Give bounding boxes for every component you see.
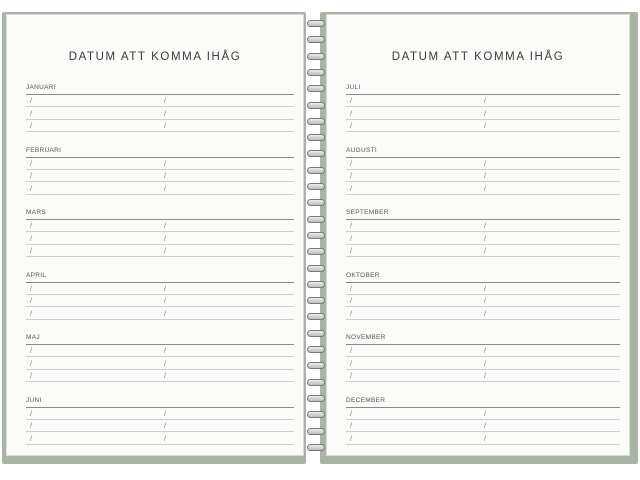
- month-block: [346, 209, 620, 265]
- left-page: [6, 14, 304, 456]
- date-separator: /: [164, 248, 166, 255]
- date-entry-row[interactable]: [346, 245, 620, 257]
- date-separator: /: [30, 410, 32, 418]
- date-separator: /: [350, 185, 352, 193]
- month-label: APRIL: [26, 271, 47, 279]
- spiral-ring: [307, 53, 325, 60]
- date-separator: /: [164, 298, 166, 305]
- spiral-ring: [307, 362, 325, 369]
- date-entry-row[interactable]: [346, 358, 620, 370]
- date-separator: /: [164, 285, 166, 293]
- spiral-ring: [307, 379, 325, 386]
- date-entry-row[interactable]: [26, 408, 294, 420]
- date-separator: /: [484, 310, 486, 318]
- date-entry-row[interactable]: [346, 170, 620, 182]
- date-separator: /: [484, 173, 486, 180]
- date-separator: /: [30, 373, 32, 380]
- month-label: SEPTEMBER: [346, 209, 389, 216]
- date-separator: /: [350, 223, 352, 230]
- writing-line: [346, 194, 620, 195]
- date-separator: /: [350, 173, 352, 180]
- date-separator: /: [484, 435, 486, 443]
- date-entry-row[interactable]: [346, 183, 620, 195]
- date-entry-row[interactable]: [346, 283, 620, 295]
- date-entry-row[interactable]: [26, 370, 294, 382]
- month-block: [26, 209, 294, 265]
- date-separator: /: [30, 235, 32, 243]
- date-separator: /: [164, 123, 166, 130]
- spiral-ring: [307, 330, 325, 337]
- date-separator: /: [484, 98, 486, 105]
- spiral-ring: [307, 36, 325, 43]
- date-separator: /: [350, 298, 352, 305]
- spiral-ring: [307, 232, 325, 239]
- month-block: [346, 147, 620, 203]
- date-entry-row[interactable]: [346, 345, 620, 357]
- spiral-binding-icon: [306, 14, 326, 464]
- month-block: [26, 397, 294, 453]
- date-separator: /: [30, 185, 32, 193]
- page-title: DATUM ATT KOMMA IHÅG: [68, 51, 242, 63]
- date-entry-row[interactable]: [346, 370, 620, 382]
- month-label: OKTOBER: [346, 271, 380, 279]
- date-entry-row[interactable]: [26, 170, 294, 182]
- date-separator: /: [164, 348, 166, 355]
- date-entry-row[interactable]: [26, 220, 294, 232]
- spiral-ring: [307, 134, 325, 141]
- date-separator: /: [484, 285, 486, 293]
- spiral-ring: [307, 428, 325, 435]
- month-block: [346, 84, 620, 140]
- spiral-ring: [307, 248, 325, 255]
- date-separator: /: [30, 223, 32, 230]
- page-title: DATUM ATT KOMMA IHÅG: [391, 51, 565, 63]
- date-separator: /: [30, 435, 32, 443]
- spiral-ring: [307, 118, 325, 125]
- date-entry-row[interactable]: [26, 183, 294, 195]
- date-entry-row[interactable]: [26, 245, 294, 257]
- date-separator: /: [164, 223, 166, 230]
- date-entry-row[interactable]: [26, 345, 294, 357]
- date-entry-row[interactable]: [346, 420, 620, 432]
- date-separator: /: [350, 373, 352, 380]
- date-entry-row[interactable]: [26, 433, 294, 445]
- date-entry-row[interactable]: [346, 295, 620, 307]
- date-separator: /: [484, 360, 486, 368]
- month-block: [26, 272, 294, 328]
- writing-line: [26, 444, 294, 445]
- date-separator: /: [350, 348, 352, 355]
- date-separator: /: [350, 285, 352, 293]
- date-entry-row[interactable]: [346, 220, 620, 232]
- spiral-ring: [307, 395, 325, 402]
- spiral-ring: [307, 444, 325, 451]
- month-label: MAJ: [26, 334, 40, 341]
- date-separator: /: [350, 410, 352, 418]
- month-label: JULI: [346, 84, 361, 91]
- date-separator: /: [30, 248, 32, 255]
- date-entry-row[interactable]: [26, 95, 294, 107]
- date-entry-row[interactable]: [26, 120, 294, 132]
- month-label: JANUARI: [26, 84, 56, 91]
- spiral-ring: [307, 85, 325, 92]
- date-separator: /: [484, 373, 486, 380]
- date-separator: /: [30, 298, 32, 305]
- date-separator: /: [164, 98, 166, 105]
- date-separator: /: [30, 160, 32, 168]
- date-entry-row[interactable]: [26, 158, 294, 170]
- month-block: [346, 272, 620, 328]
- date-separator: /: [164, 110, 166, 118]
- date-entry-row[interactable]: [26, 420, 294, 432]
- date-separator: /: [164, 185, 166, 193]
- spiral-ring: [307, 216, 325, 223]
- date-separator: /: [164, 160, 166, 168]
- spiral-ring: [307, 265, 325, 272]
- writing-line: [26, 194, 294, 195]
- date-separator: /: [484, 410, 486, 418]
- date-separator: /: [30, 110, 32, 118]
- date-entry-row[interactable]: [346, 120, 620, 132]
- date-separator: /: [30, 310, 32, 318]
- month-label: AUGUSTI: [346, 146, 377, 154]
- date-separator: /: [30, 123, 32, 130]
- month-block: [346, 334, 620, 390]
- date-separator: /: [350, 423, 352, 430]
- date-entry-row[interactable]: [346, 308, 620, 320]
- date-separator: /: [350, 110, 352, 118]
- month-block: [26, 84, 294, 140]
- date-separator: /: [30, 360, 32, 368]
- date-entry-row[interactable]: [346, 233, 620, 245]
- date-separator: /: [484, 235, 486, 243]
- date-separator: /: [350, 98, 352, 105]
- date-entry-row[interactable]: [346, 95, 620, 107]
- date-entry-row[interactable]: [346, 158, 620, 170]
- date-entry-row[interactable]: [346, 433, 620, 445]
- date-entry-row[interactable]: [26, 295, 294, 307]
- month-label: MARS: [26, 209, 46, 216]
- writing-line: [346, 131, 620, 132]
- spiral-ring: [307, 150, 325, 157]
- date-entry-row[interactable]: [26, 358, 294, 370]
- writing-line: [26, 256, 294, 257]
- writing-line: [346, 444, 620, 445]
- date-separator: /: [164, 423, 166, 430]
- date-separator: /: [484, 423, 486, 430]
- spiral-ring: [307, 183, 325, 190]
- month-block: [346, 397, 620, 453]
- date-separator: /: [164, 310, 166, 318]
- date-entry-row[interactable]: [26, 108, 294, 120]
- spiral-ring: [307, 346, 325, 353]
- date-separator: /: [484, 110, 486, 118]
- date-separator: /: [30, 348, 32, 355]
- spiral-ring: [307, 411, 325, 418]
- writing-line: [26, 131, 294, 132]
- date-separator: /: [484, 248, 486, 255]
- date-separator: /: [30, 423, 32, 430]
- date-separator: /: [164, 235, 166, 243]
- month-block: [26, 334, 294, 390]
- spiral-ring: [307, 102, 325, 109]
- date-separator: /: [164, 373, 166, 380]
- date-separator: /: [350, 123, 352, 130]
- date-separator: /: [164, 360, 166, 368]
- writing-line: [346, 256, 620, 257]
- month-label: DECEMBER: [346, 396, 386, 404]
- writing-line: [346, 319, 620, 320]
- spiral-ring: [307, 69, 325, 76]
- date-separator: /: [350, 310, 352, 318]
- date-separator: /: [484, 123, 486, 130]
- date-entry-row[interactable]: [26, 308, 294, 320]
- date-separator: /: [484, 223, 486, 230]
- spiral-ring: [307, 20, 325, 27]
- month-block: [26, 147, 294, 203]
- spiral-ring: [307, 313, 325, 320]
- writing-line: [346, 381, 620, 382]
- date-separator: /: [164, 410, 166, 418]
- date-separator: /: [164, 173, 166, 180]
- spiral-ring: [307, 199, 325, 206]
- month-label: FEBRUARI: [26, 146, 62, 154]
- date-separator: /: [484, 185, 486, 193]
- date-separator: /: [350, 160, 352, 168]
- date-separator: /: [350, 435, 352, 443]
- date-separator: /: [30, 173, 32, 180]
- spiral-ring: [307, 297, 325, 304]
- month-label: JUNI: [26, 396, 42, 404]
- spiral-ring: [307, 281, 325, 288]
- date-entry-row[interactable]: [26, 283, 294, 295]
- date-entry-row[interactable]: [26, 233, 294, 245]
- date-separator: /: [164, 435, 166, 443]
- date-separator: /: [484, 348, 486, 355]
- month-label: NOVEMBER: [346, 334, 386, 341]
- date-separator: /: [484, 298, 486, 305]
- date-entry-row[interactable]: [346, 108, 620, 120]
- spiral-ring: [307, 167, 325, 174]
- date-entry-row[interactable]: [346, 408, 620, 420]
- right-page: [326, 14, 630, 456]
- writing-line: [26, 381, 294, 382]
- writing-line: [26, 319, 294, 320]
- date-separator: /: [30, 285, 32, 293]
- date-separator: /: [350, 360, 352, 368]
- date-separator: /: [484, 160, 486, 168]
- date-separator: /: [350, 235, 352, 243]
- date-separator: /: [30, 98, 32, 105]
- date-separator: /: [350, 248, 352, 255]
